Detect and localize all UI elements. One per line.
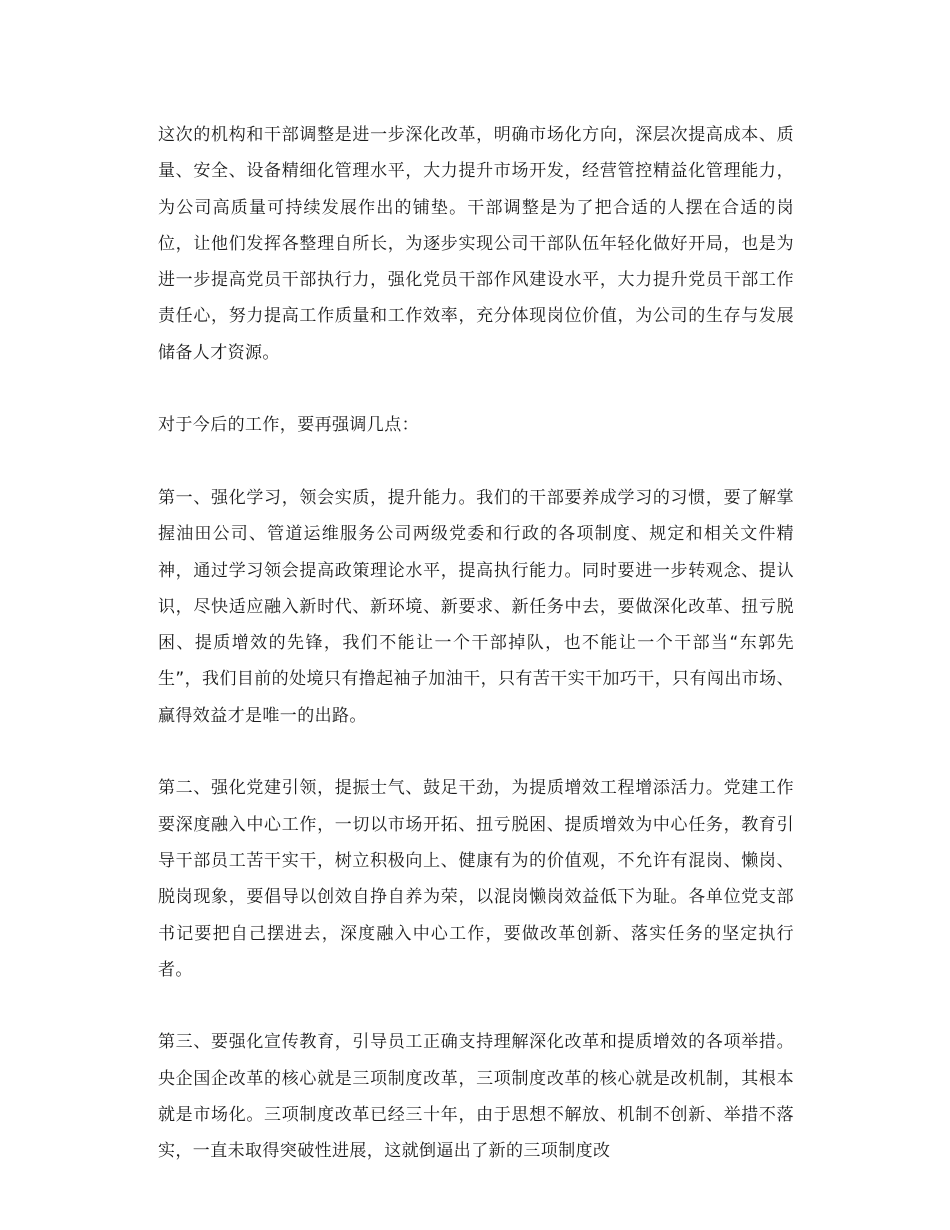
paragraph-point-two: 第二、强化党建引领，提振士气、鼓足干劲，为提质增效工程增添活力。党建工作要深度融入中心工作，一切以市场开拓、扭亏脱困、提质增效为中心任务，教育引导干部员工苦干实干，树立积极向上、健康有为的价值观，不允许有混岗、懒岗、脱岗现象，要倡导以创效自挣自养为荣，以混岗懒岗效益低下为耻。各单位党支部书记要把自己摆进去，深度融入中心工作，要做改革创新、落实任务的坚定执行者。 xyxy=(158,778,794,980)
document-body xyxy=(158,117,794,1170)
paragraph-transition: 对于今后的工作，要再强调几点： xyxy=(158,415,419,436)
paragraph-point-one: 第一、强化学习，领会实质，提升能力。我们的干部要养成学习的习惯，要了解掌握油田公司、管道运维服务公司两级党委和行政的各项制度、规定和相关文件精神，通过学习领会提高政策理论水平，提高执行能力。同时要进一步转观念、提认识，尽快适应融入新时代、新环境、新要求、新任务中去，要做深化改革、扭亏脱困、提质增效的先锋，我们不能让一个干部掉队，也不能让一个干部当“东郭先生”，我们目前的处境只有撸起袖子加油干，只有苦干实干加巧干，只有闯出市场、赢得效益才是唯一的出路。 xyxy=(158,487,794,726)
paragraph-point-three: 第三、要强化宣传教育，引导员工正确支持理解深化改革和提质增效的各项举措。央企国企改革的核心就是三项制度改革，三项制度改革的核心就是改机制，其根本就是市场化。三项制度改革已经三十年，由于思想不解放、机制不创新、举措不落实，一直未取得突破性进展，这就倒逼出了新的三项制度改 xyxy=(158,1032,794,1162)
paragraph-intro: 这次的机构和干部调整是进一步深化改革，明确市场化方向，深层次提高成本、质量、安全、设备精细化管理水平，大力提升市场开发，经营管控精益化管理能力，为公司高质量可持续发展作出的铺垫。干部调整是为了把合适的人摆在合适的岗位，让他们发挥各整理自所长，为逐步实现公司干部队伍年轻化做好开局，也是为进一步提高党员干部执行力，强化党员干部作风建设水平，大力提升党员干部工作责任心，努力提高工作质量和工作效率，充分体现岗位价值，为公司的生存与发展储备人才资源。 xyxy=(158,125,794,363)
